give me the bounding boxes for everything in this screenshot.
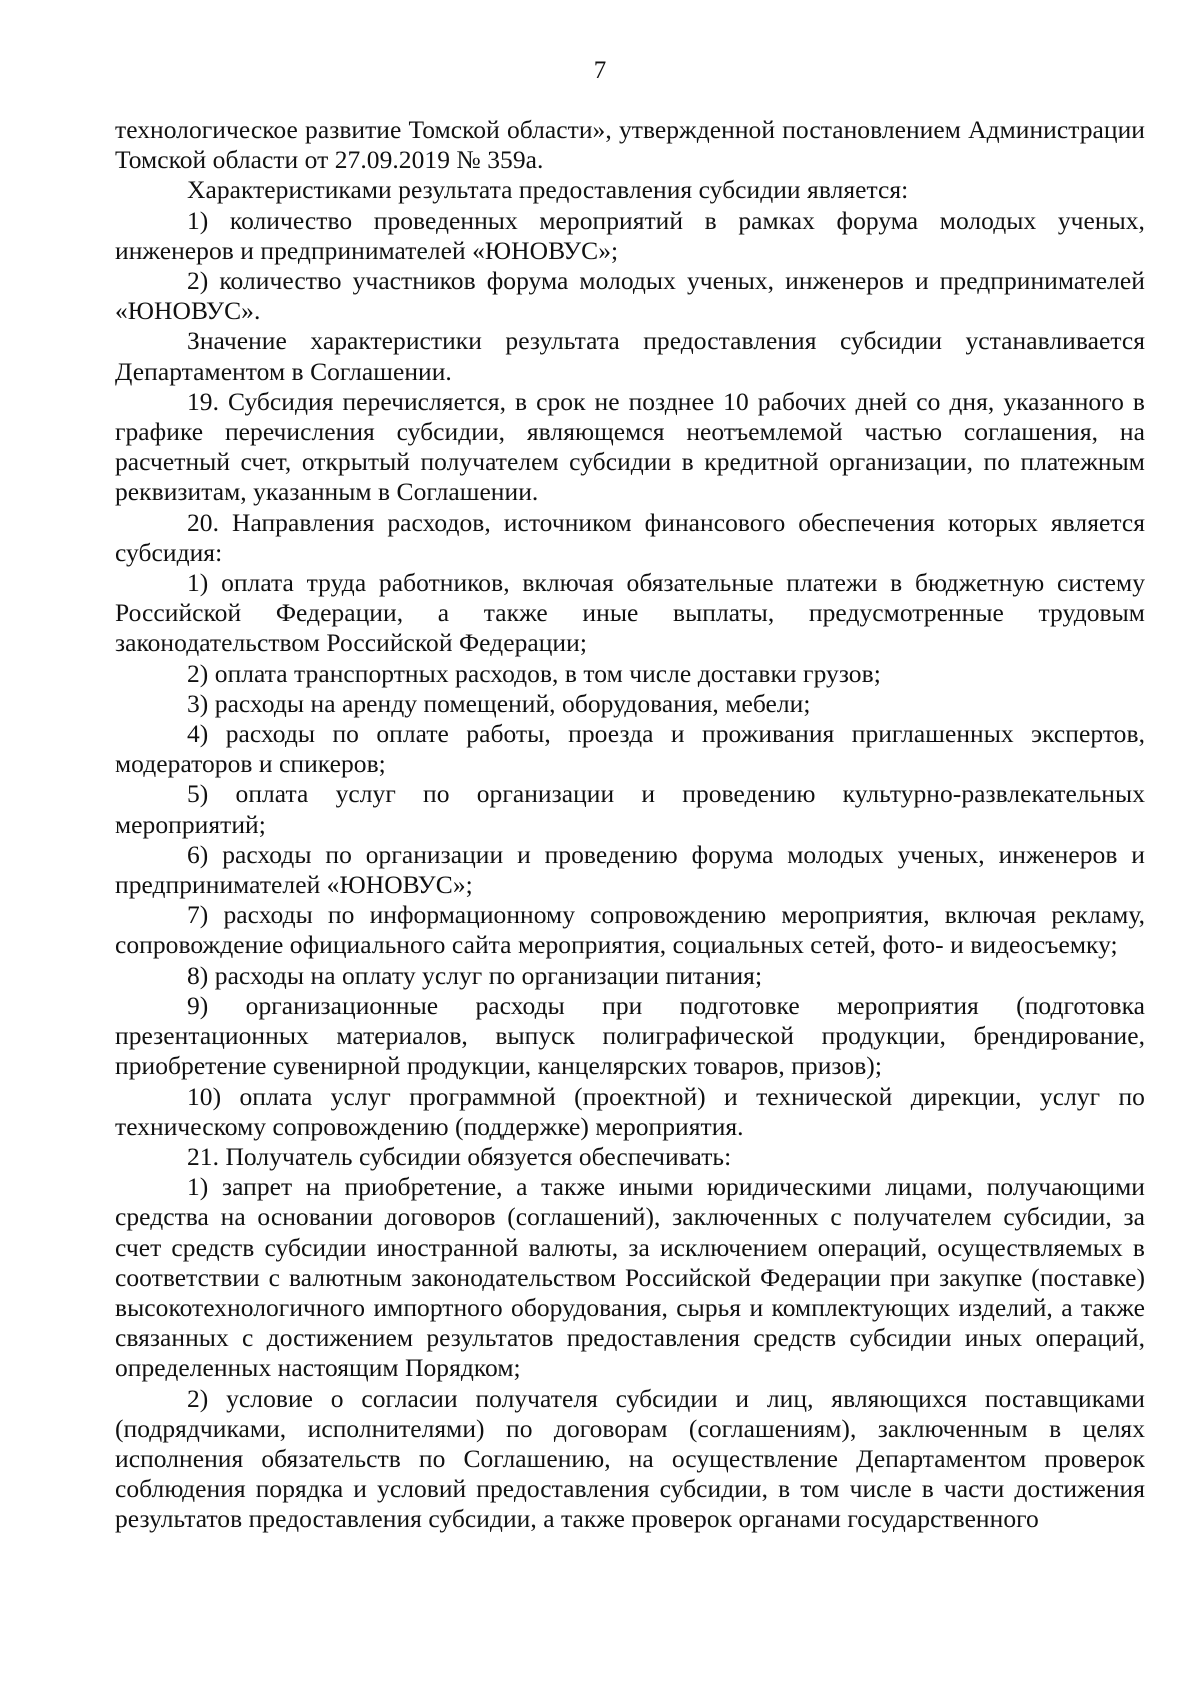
paragraph-expense-8: 8) расходы на оплату услуг по организации питания; <box>187 960 763 990</box>
paragraph-expense-10: 10) оплата услуг программной (проектной) и технической дирекции, услуг по техническому сопровождению (поддержке) мероприятия. <box>115 1081 1145 1141</box>
paragraph-expense-7: 7) расходы по информационному сопровождению мероприятия, включая рекламу, сопровождение официального сайта мероприятия, социальных сетей, фото- и видеосъемку; <box>115 900 1145 960</box>
paragraph-expense-9: 9) организационные расходы при подготовке мероприятия (подготовка презентационных материалов, выпуск полиграфической продукции, брендирование, приобретение сувенирной продукции, канцелярских товаров, призов); <box>115 990 1145 1081</box>
paragraph-expense-4: 4) расходы по оплате работы, проезда и проживания приглашенных экспертов, модераторов и спикеров; <box>115 719 1145 779</box>
paragraph-characteristic-1: 1) количество проведенных мероприятий в рамках форума молодых ученых, инженеров и предпринимателей «ЮНОВУС»; <box>115 205 1145 265</box>
paragraph-obligation-1: 1) запрет на приобретение, а также иными юридическими лицами, получающими средства на основании договоров (соглашений), заключенных с получателем субсидии, за счет средств субсидии иностранной валюты, за исключением операций, осуществляемых в соответствии с валютным законодательством Российской Федерации при закупке (поставке) высокотехнологичного импортного оборудования, сырья и комплектующих изделий, а также связанных с достижением результатов предоставления средств субсидии иных операций, определенных настоящим Порядком; <box>115 1172 1145 1383</box>
paragraph-characteristic-value: Значение характеристики результата предоставления субсидии устанавливается Департаментом в Соглашении. <box>115 326 1145 386</box>
paragraph-expense-3: 3) расходы на аренду помещений, оборудования, мебели; <box>187 688 811 718</box>
page-number: 7 <box>593 57 607 84</box>
paragraph-expense-2: 2) оплата транспортных расходов, в том числе доставки грузов; <box>187 658 881 688</box>
paragraph-expense-5: 5) оплата услуг по организации и проведению культурно-развлекательных мероприятий; <box>115 779 1145 839</box>
paragraph-clause-19: 19. Субсидия перечисляется, в срок не позднее 10 рабочих дней со дня, указанного в графике перечисления субсидии, являющемся неотъемлемой частью соглашения, на расчетный счет, открытый получателем субсидии в кредитной организации, по платежным реквизитам, указанным в Соглашении. <box>115 386 1145 507</box>
document-body <box>115 115 1145 1535</box>
paragraph-obligation-2: 2) условие о согласии получателя субсидии и лиц, являющихся поставщиками (подрядчиками, исполнителями) по договорам (соглашениям), заключенным в целях исполнения обязательств по Соглашению, на осуществление Департаментом проверок соблюдения порядка и условий предоставления субсидии, в том числе в части достижения результатов предоставления субсидии, а также проверок органами государственного <box>115 1383 1145 1534</box>
paragraph-clause-20: 20. Направления расходов, источником финансового обеспечения которых является субсидия: <box>115 507 1145 567</box>
paragraph-characteristic-2: 2) количество участников форума молодых ученых, инженеров и предпринимателей «ЮНОВУС». <box>115 266 1145 326</box>
paragraph-result-characteristics: Характеристиками результата предоставления субсидии является: <box>187 175 909 205</box>
paragraph-clause-21: 21. Получатель субсидии обязуется обеспечивать: <box>187 1141 732 1171</box>
paragraph-expense-6: 6) расходы по организации и проведению форума молодых ученых, инженеров и предпринимателей «ЮНОВУС»; <box>115 839 1145 900</box>
paragraph-program-continuation: технологическое развитие Томской области», утвержденной постановлением Администрации Томской области от 27.09.2019 № 359а. <box>115 115 1145 175</box>
paragraph-expense-1: 1) оплата труда работников, включая обязательные платежи в бюджетную систему Российской Федерации, а также иные выплаты, предусмотренные трудовым законодательством Российской Федерации; <box>115 568 1145 658</box>
